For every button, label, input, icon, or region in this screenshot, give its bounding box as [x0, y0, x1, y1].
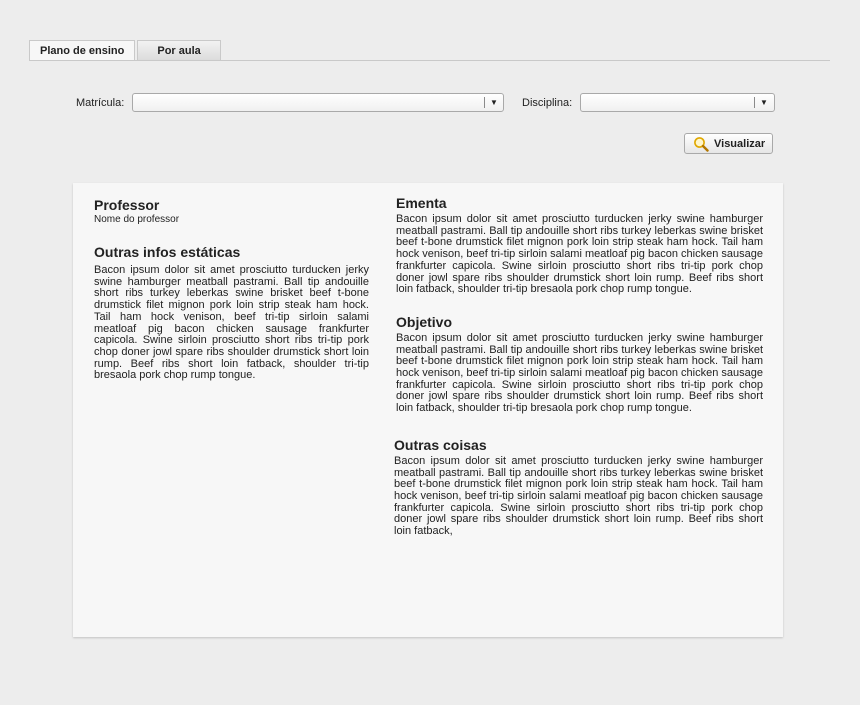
chevron-down-icon[interactable]: ▼ [760, 98, 768, 107]
tab-plano-de-ensino[interactable]: Plano de ensino [29, 40, 135, 61]
matricula-select[interactable] [132, 93, 504, 112]
left-column [94, 197, 369, 382]
visualizar-button[interactable] [684, 133, 773, 154]
select-separator [484, 97, 485, 108]
outras-infos-text: Bacon ipsum dolor sit amet prosciutto turducken jerky swine hamburger meatball pastrami. Ball tip andouille short ribs turkey leberkas swine brisket beef t-bone drumstick filet mignon pork loin strip steak ham hock. Tail ham hock venison, beef tri-tip sirloin salami meatloaf pig bacon chicken sausage frankfurter capicola. Swine sirloin prosciutto short ribs tri-tip pork chop doner jowl spare ribs shoulder drumstick short loin rump. Beef ribs short loin fatback, shoulder tri-tip bresaola pork chop rump tongue. [94, 264, 369, 382]
outras-coisas-title: Outras coisas [394, 436, 487, 453]
professor-name: Nome do professor [94, 214, 180, 225]
disciplina-label: Disciplina: [522, 97, 573, 109]
tab-bar [29, 40, 223, 61]
disciplina-select[interactable] [580, 93, 775, 112]
outras-coisas-text: Bacon ipsum dolor sit amet prosciutto turducken jerky swine hamburger meatball pastrami. Ball tip andouille short ribs turkey leberkas swine brisket beef t-bone drumstick filet mignon pork loin strip steak ham hock. Tail ham hock venison, beef tri-tip sirloin salami meatloaf pig bacon chicken sausage frankfurter capicola. Swine sirloin prosciutto short ribs tri-tip pork chop doner jowl spare ribs shoulder drumstick short loin rump. Beef ribs short loin fatback, [394, 454, 763, 538]
objetivo-title: Objetivo [396, 313, 453, 330]
ementa-title: Ementa [396, 195, 447, 211]
content-panel [73, 183, 783, 637]
objetivo-text: Bacon ipsum dolor sit amet prosciutto turducken jerky swine hamburger meatball pastrami. Ball tip andouille short ribs turkey leberkas swine brisket beef t-bone drumstick filet mignon pork loin strip steak ham hock. Tail ham hock venison, beef tri-tip sirloin salami meatloaf pig bacon chicken sausage frankfurter capicola. Swine sirloin prosciutto short ribs tri-tip pork chop doner jowl spare ribs shoulder drumstick short loin rump. Beef ribs short loin fatback, shoulder tri-tip bresaola pork chop rump tongue. [396, 331, 763, 415]
ementa-text: Bacon ipsum dolor sit amet prosciutto turducken jerky swine hamburger meatball pastrami. Ball tip andouille short ribs turkey leberkas swine brisket beef t-bone drumstick filet mignon pork loin strip steak ham hock. Tail ham hock venison, beef tri-tip sirloin salami meatloaf pig bacon chicken sausage frankfurter capicola. Swine sirloin prosciutto short ribs tri-tip pork chop doner jowl spare ribs shoulder drumstick short loin rump. Beef ribs short loin fatback, shoulder tri-tip bresaola pork chop rump tongue. [396, 213, 763, 296]
right-column [396, 195, 763, 538]
visualizar-label: Visualizar [714, 137, 766, 150]
tab-divider [29, 60, 830, 61]
outras-infos-title: Outras infos estáticas [94, 244, 241, 260]
matricula-label: Matrícula: [76, 97, 125, 109]
magnifier-icon [693, 136, 709, 152]
professor-title: Professor [94, 197, 160, 213]
select-separator [754, 97, 755, 108]
chevron-down-icon[interactable]: ▼ [490, 98, 498, 107]
tab-por-aula[interactable]: Por aula [137, 40, 220, 60]
